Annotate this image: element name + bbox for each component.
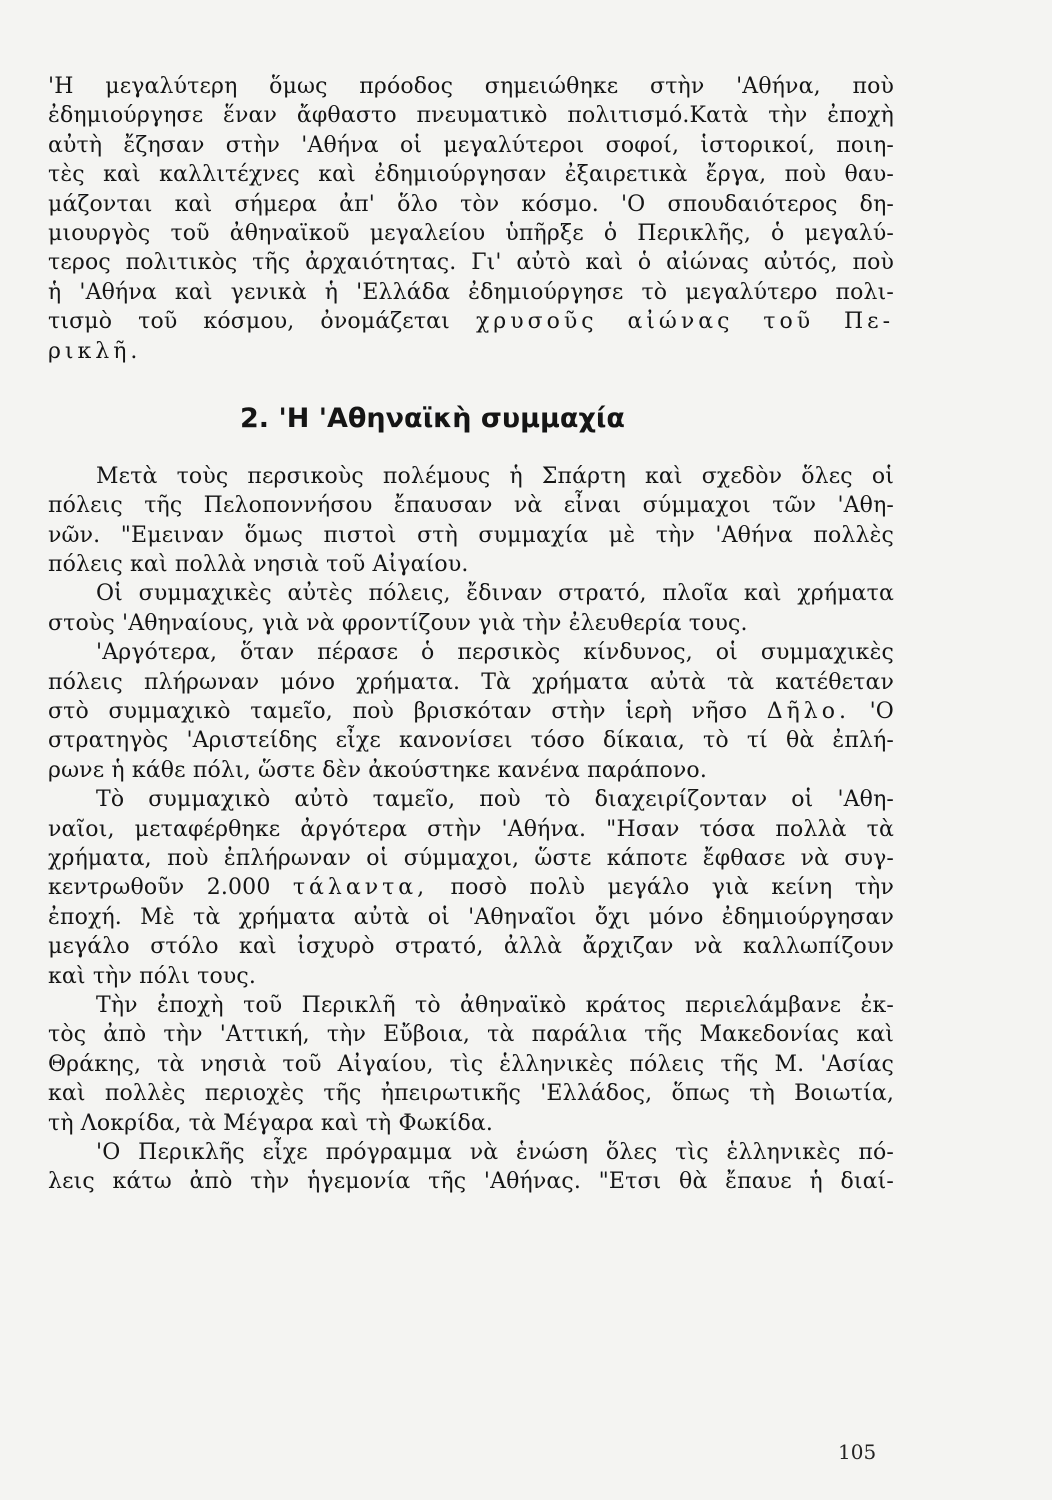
- text-fragment: 'Ο: [849, 699, 894, 725]
- text-line: τὸς ἀπὸ τὴν 'Αττική, τὴν Εὔβοια, τὰ παράλια τῆς Μακεδονίας καὶ: [48, 1022, 894, 1048]
- spaced-emphasis: χρυσοῦς αἰώνας τοῦ Πε-: [475, 309, 895, 335]
- text-line: ρωνε ἡ κάθε πόλι, ὥστε δὲν ἀκούστηκε κανένα παράπονο.: [48, 757, 707, 783]
- text-fragment: στὸ συμμαχικὸ ταμεῖο, ποὺ βρισκόταν στὴν ἱερὴ νῆσο: [48, 699, 767, 725]
- text-line: Τὴν ἐποχὴ τοῦ Περικλῆ τὸ ἀθηναϊκὸ κράτος περιελάμβανε ἐκ-: [96, 992, 894, 1018]
- paragraph: [48, 1138, 894, 1197]
- text-line: στρατηγὸς 'Αριστείδης εἶχε κανονίσει τόσο δίκαια, τὸ τί θὰ ἐπλή-: [48, 728, 894, 754]
- paragraph: [48, 991, 894, 1138]
- text-line: λεις κάτω ἀπὸ τὴν ἡγεμονία τῆς 'Αθήνας. "Ετσι θὰ ἔπαυε ἡ διαί-: [48, 1169, 894, 1195]
- paragraph: [48, 462, 894, 580]
- text-line: Τὸ συμμαχικὸ αὐτὸ ταμεῖο, ποὺ τὸ διαχειρίζονταν οἱ 'Αθη-: [96, 787, 894, 813]
- text-line: Οἱ συμμαχικὲς αὐτὲς πόλεις, ἔδιναν στρατό, πλοῖα καὶ χρήματα: [96, 581, 894, 607]
- paragraph: [48, 579, 894, 638]
- text-line: [48, 697, 894, 726]
- text-fragment: κεντρωθοῦν 2.000: [48, 875, 293, 901]
- paragraph: [48, 785, 894, 991]
- section-heading: 2. 'Η 'Αθηναϊκὴ συμμαχία: [240, 402, 625, 434]
- spaced-emphasis: τάλαντα,: [292, 875, 429, 901]
- text-line: ναῖοι, μεταφέρθηκε ἀργότερα στὴν 'Αθήνα. "Ησαν τόσα πολλὰ τὰ: [48, 816, 894, 842]
- spaced-emphasis: Δῆλο.: [766, 699, 850, 725]
- text-line: 'Αργότερα, ὅταν πέρασε ὁ περσικὸς κίνδυνος, οἱ συμμαχικὲς: [96, 640, 894, 666]
- text-line: ἐδημιούργησε ἕναν ἄφθαστο πνευματικὸ πολιτισμό.Κατὰ τὴν ἐποχὴ: [48, 103, 894, 129]
- text-line: τερος πολιτικὸς τῆς ἀρχαιότητας. Γι' αὐτὸ καὶ ὁ αἰώνας αὐτός, ποὺ: [48, 250, 894, 276]
- text-line: ἡ 'Αθήνα καὶ γενικὰ ἡ 'Ελλάδα ἐδημιούργησε τὸ μεγαλύτερο πολι-: [48, 279, 894, 305]
- text-line: καὶ τὴν πόλι τους.: [48, 963, 257, 989]
- text-line: πόλεις τῆς Πελοποννήσου ἔπαυσαν νὰ εἶναι σύμμαχοι τῶν 'Αθη-: [48, 493, 894, 519]
- text-line: 'Η μεγαλύτερη ὅμως πρόοδος σημειώθηκε στὴν 'Αθήνα, ποὺ: [48, 74, 894, 99]
- page-body: [48, 72, 894, 1197]
- text-line: μιουργὸς τοῦ ἀθηναϊκοῦ μεγαλείου ὑπῆρξε ὁ Περικλῆς, ὁ μεγαλύ-: [48, 220, 894, 246]
- text-line: [48, 307, 894, 336]
- text-line: μάζονται καὶ σήμερα ἀπ' ὅλο τὸν κόσμο. 'Ο σπουδαιότερος δη-: [48, 191, 894, 217]
- text-line: τὴ Λοκρίδα, τὰ Μέγαρα καὶ τὴ Φωκίδα.: [48, 1110, 494, 1136]
- text-line: καὶ πολλὲς περιοχὲς τῆς ἠπειρωτικῆς 'Ελλάδος, ὅπως τὴ Βοιωτία,: [48, 1081, 894, 1107]
- text-line: χρήματα, ποὺ ἐπλήρωναν οἱ σύμμαχοι, ὥστε κάποτε ἔφθασε νὰ συγ-: [48, 845, 894, 871]
- page-number: 105: [838, 1440, 877, 1464]
- text-line: πόλεις καὶ πολλὰ νησιὰ τοῦ Αἰγαίου.: [48, 552, 469, 578]
- text-line: πόλεις πλήρωναν μόνο χρήματα. Τὰ χρήματα αὐτὰ τὰ κατέθεταν: [48, 669, 894, 695]
- paragraph: [48, 638, 894, 785]
- intro-paragraph: [48, 72, 894, 366]
- text-line: μεγάλο στόλο καὶ ἰσχυρὸ στρατό, ἀλλὰ ἄρχιζαν νὰ καλλωπίζουν: [48, 934, 894, 960]
- text-line: [48, 873, 894, 902]
- text-fragment: ποσὸ πολὺ μεγάλο γιὰ κείνη τὴν: [428, 875, 894, 901]
- section-athenian-alliance: [48, 402, 894, 1197]
- text-line: αὐτὴ ἔζησαν στὴν 'Αθήνα οἱ μεγαλύτεροι σοφοί, ἱστορικοί, ποιη-: [48, 132, 894, 158]
- text-fragment: τισμὸ τοῦ κόσμου, ὀνομάζεται: [48, 309, 476, 335]
- text-line: Θράκης, τὰ νησιὰ τοῦ Αἰγαίου, τὶς ἑλληνικὲς πόλεις τῆς Μ. 'Ασίας: [48, 1051, 894, 1077]
- text-line: νῶν. "Εμειναν ὅμως πιστοὶ στὴ συμμαχία μὲ τὴν 'Αθήνα πολλὲς: [48, 522, 894, 548]
- text-line: τὲς καὶ καλλιτέχνες καὶ ἐδημιούργησαν ἐξαιρετικὰ ἔργα, ποὺ θαυ-: [48, 162, 894, 188]
- text-line: 'Ο Περικλῆς εἶχε πρόγραμμα νὰ ἑνώση ὅλες τὶς ἑλληνικὲς πό-: [96, 1139, 894, 1165]
- text-line: στοὺς 'Αθηναίους, γιὰ νὰ φροντίζουν γιὰ τὴν ἐλευθερία τους.: [48, 610, 748, 636]
- text-line: Μετὰ τοὺς περσικοὺς πολέμους ἡ Σπάρτη καὶ σχεδὸν ὅλες οἱ: [96, 463, 894, 489]
- text-line: ἐποχή. Μὲ τὰ χρήματα αὐτὰ οἱ 'Αθηναῖοι ὄχι μόνο ἐδημιούργησαν: [48, 904, 894, 930]
- text-line: ρικλῆ.: [48, 338, 142, 364]
